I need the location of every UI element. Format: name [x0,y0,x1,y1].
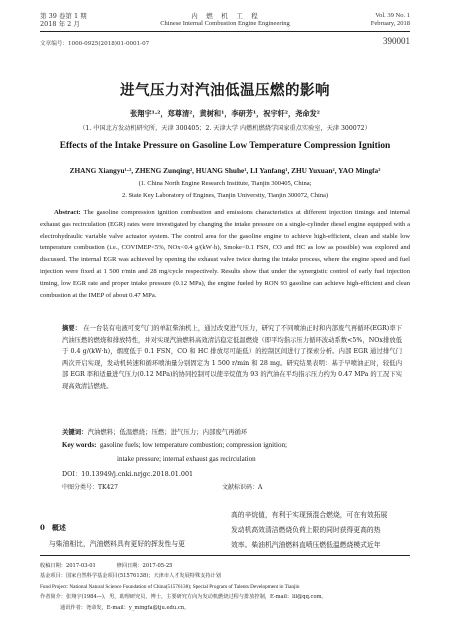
issue-date: 2018 年 2 月 [40,20,80,28]
abstract-cn-text: 在一台装有电液可变气门的单缸柴油机上，通过改变进气压力，研究了不同喷油正时和内部废气再循环(EGR)率下汽油压燃的燃烧和排放特性，并对实现汽油燃料高效清洁稳定低温燃烧（即平均指示压力循环波动系数<5%，NOx排放低于 0.4 g/(kW·h)，烟度低于 0.1 FSN，CO 和 HC 排放尽可能低）的控制区间进行了探索分析。内部 EGR 通过排气门两次开启实现，发动机转速和循环喷油量分别固定为 1 500 r/min 和 28 mg。研究结果表明：基于早喷油正时，较低内部 EGR 率和适量进气压力(0.12 MPa)的协同控制可以使辛烷值为 93 的汽油在平均指示压力约为 0.47 MPa 的工况下实现高效清洁燃烧。 [62,325,402,390]
footnote-rule [40,555,410,556]
article-number: 文章编号：1000-0925(2018)01-0001-07 [40,41,150,47]
abstract-en-text: The gasoline compression ignition combustion and emissions characteristics at different injection timings and internal exhaust gas recirculation (EGR) rates were investigated by changing the intake pressure on a single-cylinder diesel engine equipped with a electrohydraulic variable valve actuator system. The control area for the gasoline engine to achieve high-efficient, clean and stable low temperature combustion (i.e., COVIMEP<5%, NOx<0.4 g/(kW·h), Smoke<0.1 FSN, CO and HC as low as possible) was explored and discussed. The internal EGR was achieved by opening the exhaust valve twice during the intake process, where the engine speed and fuel injection were fixed at 1 500 r/min and 28 mg/cycle respectively. Results show that under the synergistic control of early fuel injection timing, low EGR rate and proper intake pressure (0.12 MPa), the engine fueled by RON 93 gasoline can achieve high-efficient and clean combustion at the IMEP of about 0.47 MPa. [40,209,410,299]
journal-name-cn: 内 燃 机 工 程 [191,12,259,20]
affiliation-en-1: (1. China North Engine Research Institute, Tianjin 300405, China; [138,180,312,187]
footnote-received: 收稿日期：2017-03-01 修回日期：2017-05-25 [40,563,173,569]
body-right [231,508,387,553]
abstract-cn-label: 摘要： [62,325,82,332]
keywords-cn [62,427,247,436]
journal-volume-en [371,12,410,28]
document-code: 文献标识码：A [222,484,263,491]
doi: DOI：10.13949/j.cnki.nrjgc.2018.01.001 [62,470,194,478]
header-rule [40,31,410,32]
authors-en: ZHANG Xiangyu¹·², ZHENG Zunqing², HUANG Shuhe¹, LI Yanfang¹, ZHU Yuxuan², YAO Mingfa² [69,166,381,175]
footnotes [40,561,420,613]
section-heading: 0 概述 [40,523,66,532]
abstract-en-label: Abstract: [54,209,81,216]
keywords-en-label: Key words: [62,441,97,449]
keywords-en-text-1: gasoline fuels; low temperature combustion; compression ignition; [99,441,287,449]
footnote-fund-en: Fund Project: National Natural Science Foundation of China(51576138); Special Program of Talents Development in Tianjin [40,583,300,590]
affiliation-en-2: 2. State Key Laboratory of Engines, Tianjin University, Tianjin 300072, China) [121,192,329,199]
body-right-line-1: 高的辛烷值，有利于实现预混合燃烧，可在有效拓展 [231,511,388,519]
title-cn: 进气压力对汽油低温压燃的影响 [120,82,330,99]
article-code: 390001 [383,36,410,46]
issue-volume: 第 39 卷第 1 期 [40,12,87,20]
footnote-author: 作者简介：张翔宇(1984—)，男，助理研究员，博士，主要研究方向为发动机燃烧过程与排放控制，E-mail：lil@qq.com。 [40,594,327,601]
keywords-en [62,441,287,449]
abstract-cn [62,323,402,393]
footnote-fund-cn: 基金项目：国家自然科学基金项目(51576138)；天津市人才发展特殊支持计划 [40,573,221,580]
month-en: February, 2018 [370,20,410,27]
title-en: Effects of the Intake Pressure on Gasoline Low Temperature Compression Ignition [59,141,391,151]
keywords-en-2: intake pressure; internal exhaust gas recirculation [117,455,256,463]
footnote-corresponding: 通讯作者：尧命发，E-mail：y_mingfa@tju.edu.cn。 [60,604,190,611]
body-right-line-3: 效率。柴油机汽油燃料直喷压燃低温燃烧模式近年 [231,541,381,549]
clc-number: 中图分类号：TK427 [62,484,118,491]
journal-name-en: Chinese Internal Combustion Engine Engineering [160,20,290,27]
abstract-en [40,207,410,301]
keywords-cn-text: 汽油燃料；低温燃烧；压燃；进气压力；内部废气再循环 [87,428,248,436]
volume-en: Vol. 39 No. 1 [375,12,410,19]
affiliation-cn: （1. 中国北方发动机研究所，天津 300405；2. 天津大学 内燃机燃烧学国家重点实验室，天津 300072） [79,125,371,132]
body-left: 与柴油相比，汽油燃料具有更好的挥发性与更 [49,540,185,548]
keywords-cn-label: 关键词： [62,428,88,436]
body-right-line-2: 发动机高效清洁燃烧负荷上限的同时获得更高的热 [231,526,381,534]
authors-cn: 张翔宇¹·²，郑尊清²，黄树和¹，李研芳¹，祝宇轩²，尧命发² [130,109,320,118]
